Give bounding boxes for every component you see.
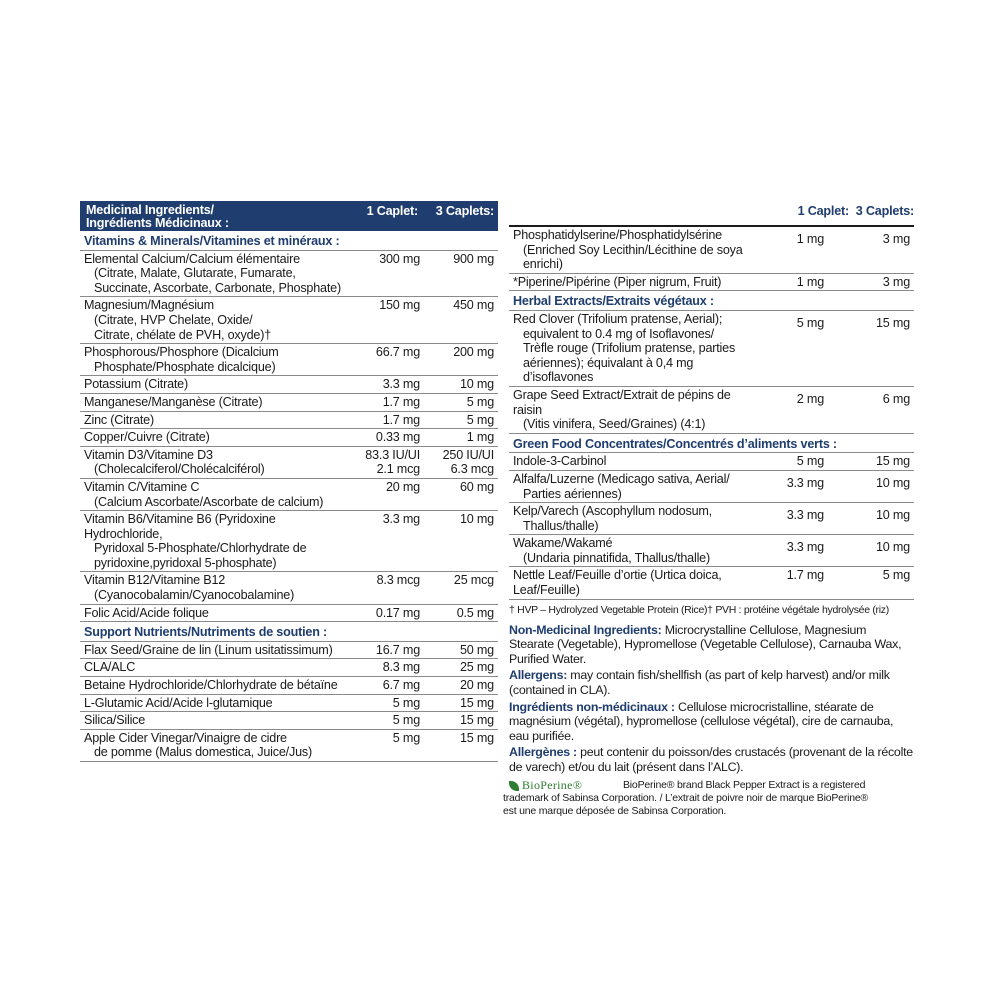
ingredient-line: Parties aériennes) — [523, 486, 622, 501]
amount-1-caplet — [744, 228, 824, 247]
amount-value: 1.7 mg — [382, 394, 420, 409]
right-table-body — [509, 227, 914, 600]
header-col-1-caplet: 1 Caplet: — [366, 204, 418, 218]
ingredient-name — [84, 696, 350, 711]
ingredient-name — [513, 228, 744, 272]
table-row — [80, 511, 498, 572]
ingredient-line: Silica/Silice — [84, 713, 146, 728]
ingredient-line: Manganese/Manganèse (Citrate) — [84, 394, 263, 409]
medicinal-ingredients-table-left — [80, 201, 498, 762]
amount-value: 8.3 mcg — [376, 573, 420, 588]
amount-value: 10 mg — [875, 508, 910, 523]
amount-value: 3.3 mg — [786, 508, 824, 523]
header-title-fr: Ingrédients Médicinaux : — [86, 216, 229, 230]
amount-1-caplet — [350, 395, 420, 410]
amount-value: 1 mg — [796, 274, 824, 289]
right-table-header — [509, 201, 914, 227]
non-medicinal-label: Non-Medicinal Ingredients: — [509, 622, 662, 637]
amount-3-caplets — [420, 713, 494, 728]
non-medicinal-ingredients — [509, 623, 914, 667]
amount-value: 5 mg — [392, 695, 420, 710]
allergens-fr-text: peut contenir du poisson/des crustacés (provenant de la récolte de varech) et/ou du lait (présent dans l’ALC). — [509, 745, 913, 774]
ingredient-line: Trèfle rouge (Trifolium pratense, parties — [523, 341, 736, 356]
amount-3-caplets — [420, 731, 494, 746]
amount-value: 15 mg — [875, 315, 910, 330]
amount-1-caplet — [350, 643, 420, 658]
ingredient-line: Kelp/Varech (Ascophyllum nodosum, — [513, 504, 712, 519]
amount-1-caplet — [350, 448, 420, 477]
table-row — [80, 429, 498, 447]
amount-value: 5 mg — [466, 394, 494, 409]
ingredient-line: Apple Cider Vinegar/Vinaigre de cidre — [84, 730, 287, 745]
table-row — [509, 503, 914, 535]
amount-3-caplets — [420, 395, 494, 410]
ingredient-name — [84, 480, 350, 509]
table-row — [80, 677, 498, 695]
ingredient-name — [513, 388, 744, 432]
ingredient-line: Alfalfa/Luzerne (Medicago sativa, Aerial/ — [513, 471, 730, 486]
header-col-3-caplets: 3 Caplets: — [435, 204, 494, 218]
amount-value-alt: 2.1 mcg — [376, 462, 420, 477]
amount-1-caplet — [350, 252, 420, 267]
ingredient-name — [84, 606, 350, 621]
amount-3-caplets — [420, 430, 494, 445]
ingredient-name — [84, 731, 350, 760]
amount-1-caplet — [350, 480, 420, 495]
table-row — [80, 479, 498, 511]
ingredient-line: Vitamin B6/Vitamine B6 (Pyridoxine Hydrochloride, — [84, 512, 276, 541]
amount-value: 10 mg — [459, 512, 494, 527]
amount-1-caplet — [350, 345, 420, 360]
ingredient-line: Zinc (Citrate) — [84, 412, 154, 427]
amount-3-caplets — [420, 573, 494, 588]
amount-1-caplet — [350, 573, 420, 588]
table-row — [80, 695, 498, 713]
amount-1-caplet — [350, 731, 420, 746]
allergens — [509, 668, 914, 697]
table-row — [80, 605, 498, 623]
ingredient-line: de pomme (Malus domestica, Juice/Jus) — [94, 745, 312, 760]
non-medicinal-text: Microcrystalline Cellulose, Magnesium Stearate (Vegetable), Hypromellose (Vegetable Cellulose), Carnauba Wax, Purified Water. — [509, 622, 902, 666]
amount-value: 200 mg — [453, 345, 494, 360]
section-heading: Support Nutrients/Nutriments de soutien : — [80, 622, 498, 642]
ingredient-line: Vitamin C/Vitamine C — [84, 479, 200, 494]
amount-value: 10 mg — [459, 377, 494, 392]
amount-value: 15 mg — [459, 730, 494, 745]
amount-1-caplet — [350, 430, 420, 445]
bioperine-note-line2: trademark of Sabinsa Corporation. / L’extrait de poivre noir de marque BioPerine® — [503, 791, 869, 804]
ingredient-name — [84, 713, 350, 728]
ingredient-name — [84, 345, 350, 374]
amount-value: 1 mg — [466, 430, 494, 445]
amount-3-caplets — [420, 298, 494, 313]
amount-1-caplet — [350, 678, 420, 693]
ingredient-name — [84, 678, 350, 693]
ingredient-name — [513, 312, 744, 385]
amount-value: 450 mg — [453, 298, 494, 313]
amount-value: 83.3 IU/UI — [365, 447, 420, 462]
amount-value: 50 mg — [459, 642, 494, 657]
hvp-footnote: † HVP – Hydrolyzed Vegetable Protein (Rice)† PVH : protéine végétale hydrolysée (riz) — [509, 603, 889, 616]
table-row — [509, 227, 914, 274]
amount-1-caplet — [350, 660, 420, 675]
ingredients-table-right — [503, 201, 914, 818]
amount-value: 5 mg — [392, 713, 420, 728]
table-row — [80, 251, 498, 298]
bioperine-trademark — [503, 777, 914, 818]
ingredient-line: Thallus/thalle) — [523, 518, 599, 533]
amount-1-caplet — [350, 413, 420, 428]
amount-value: 3.3 mg — [382, 377, 420, 392]
amount-value: 3.3 mg — [786, 475, 824, 490]
ingredient-name — [513, 275, 744, 290]
table-row — [509, 535, 914, 567]
ingredient-line: Wakame/Wakamé — [513, 536, 613, 551]
ingredient-line: L-Glutamic Acid/Acide l-glutamique — [84, 695, 273, 710]
ingredient-name — [84, 660, 350, 675]
ingredient-line: aériennes); équivalant à 0,4 mg d’isoflavones — [523, 355, 694, 385]
ingredient-line: Folic Acid/Acide folique — [84, 605, 209, 620]
table-row — [80, 394, 498, 412]
ingredient-name — [84, 448, 350, 477]
amount-3-caplets — [824, 568, 910, 583]
ingredient-line: Elemental Calcium/Calcium élémentaire — [84, 251, 300, 266]
amount-value: 0.17 mg — [375, 605, 420, 620]
amount-value-alt: 6.3 mcg — [450, 462, 494, 477]
ingredient-line: Copper/Cuivre (Citrate) — [84, 430, 210, 445]
ingredient-line: Pyridoxal 5-Phosphate/Chlorhydrate de — [94, 541, 307, 556]
table-row — [80, 297, 498, 344]
allergens-fr — [509, 745, 914, 774]
ingredient-name — [513, 472, 744, 501]
amount-1-caplet — [350, 512, 420, 527]
amount-3-caplets — [824, 388, 910, 407]
ingredient-name — [84, 512, 350, 570]
amount-3-caplets — [824, 275, 910, 290]
table-row — [80, 376, 498, 394]
ingredient-line: *Piperine/Pipérine (Piper nigrum, Fruit) — [513, 274, 722, 289]
ingredient-line: (Enriched Soy Lecithin/Lécithine de soya enrichi) — [523, 242, 743, 272]
amount-value: 8.3 mg — [382, 660, 420, 675]
amount-value: 20 mg — [459, 678, 494, 693]
table-row — [80, 730, 498, 762]
amount-value: 60 mg — [459, 479, 494, 494]
allergens-label: Allergens: — [509, 668, 568, 683]
section-heading: Vitamins & Minerals/Vitamines et minéraux : — [80, 231, 498, 251]
table-row — [509, 567, 914, 599]
ingredient-name — [84, 252, 350, 296]
leaf-icon — [509, 781, 519, 791]
ingredient-name — [84, 573, 350, 602]
amount-1-caplet — [350, 696, 420, 711]
ingredient-line: (Cholecalciferol/Cholécalciférol) — [94, 462, 265, 477]
non-medicinal-fr-text: Cellulose microcristalline, stéarate de magnésium (végétal), hypromellose (cellulose végétal), cire de carnauba, eau purifiée. — [509, 699, 894, 743]
amount-3-caplets — [420, 678, 494, 693]
amount-3-caplets — [420, 377, 494, 392]
amount-value: 6 mg — [882, 391, 910, 406]
amount-1-caplet — [744, 454, 824, 469]
amount-3-caplets — [420, 512, 494, 527]
table-row — [509, 471, 914, 503]
amount-3-caplets — [420, 252, 494, 267]
ingredient-line: CLA/ALC — [84, 660, 136, 675]
left-table-body — [80, 231, 498, 762]
ingredient-line: Betaine Hydrochloride/Chlorhydrate de bétaïne — [84, 678, 338, 693]
amount-3-caplets — [824, 472, 910, 491]
table-header — [80, 201, 498, 231]
ingredient-name — [84, 430, 350, 445]
header-col-1-caplet: 1 Caplet: — [797, 204, 849, 218]
amount-value: 1 mg — [796, 232, 824, 246]
allergens-text: may contain fish/shellfish (as part of kelp harvest) and/or milk (contained in CLA). — [509, 668, 890, 698]
ingredient-name — [84, 377, 350, 392]
amount-value: 5 mg — [796, 315, 824, 330]
amount-value: 25 mg — [459, 660, 494, 675]
amount-value: 5 mg — [796, 454, 824, 469]
amount-value: 20 mg — [385, 479, 420, 494]
table-row — [80, 712, 498, 730]
ingredient-line: (Citrate, HVP Chelate, Oxide/ — [94, 312, 253, 327]
header-col-3-caplets: 3 Caplets: — [855, 204, 914, 218]
amount-value: 2 mg — [796, 391, 824, 406]
ingredient-line: Citrate, chélate de PVH, oxyde)† — [94, 327, 272, 342]
ingredient-line: Flax Seed/Graine de lin (Linum usitatissimum) — [84, 642, 333, 657]
non-medicinal-fr-label: Ingrédients non-médicinaux : — [509, 699, 675, 714]
amount-value: 5 mg — [466, 412, 494, 427]
amount-value: 10 mg — [875, 475, 910, 490]
amount-value: 150 mg — [379, 298, 420, 313]
amount-1-caplet — [744, 312, 824, 331]
allergens-fr-label: Allergènes : — [509, 745, 577, 760]
table-row — [509, 387, 914, 434]
amount-1-caplet — [744, 504, 824, 523]
amount-value: 25 mcg — [453, 573, 494, 588]
ingredient-line: Nettle Leaf/Feuille d’ortie (Urtica doica, Leaf/Feuille) — [513, 568, 722, 598]
amount-value: 6.7 mg — [382, 678, 420, 693]
amount-value: 0.33 mg — [375, 430, 420, 445]
amount-3-caplets — [420, 413, 494, 428]
ingredient-line: (Undaria pinnatifida, Thallus/thalle) — [523, 550, 710, 565]
ingredient-line: (Cyanocobalamin/Cyanocobalamine) — [94, 588, 295, 603]
amount-value: 250 IU/UI — [442, 447, 494, 462]
ingredient-line: (Calcium Ascorbate/Ascorbate de calcium) — [94, 494, 324, 509]
amount-value: 16.7 mg — [375, 642, 420, 657]
ingredient-name — [513, 536, 744, 565]
ingredient-line: Phosphorous/Phosphore (Dicalcium — [84, 345, 279, 360]
table-row — [80, 344, 498, 376]
amount-value: 15 mg — [875, 454, 910, 469]
amount-1-caplet — [744, 472, 824, 491]
amount-1-caplet — [350, 377, 420, 392]
amount-1-caplet — [744, 388, 824, 407]
header-title-en: Medicinal Ingredients/ — [86, 203, 214, 217]
notes-section — [503, 603, 914, 818]
ingredient-line: Phosphate/Phosphate dicalcique) — [94, 359, 276, 374]
amount-value: 3.3 mg — [786, 540, 824, 555]
amount-3-caplets — [420, 643, 494, 658]
ingredient-name — [84, 413, 350, 428]
ingredient-line: pyridoxine,pyridoxal 5-phosphate) — [94, 555, 277, 570]
amount-3-caplets — [420, 448, 494, 477]
amount-1-caplet — [350, 298, 420, 313]
amount-1-caplet — [350, 713, 420, 728]
ingredient-name — [84, 298, 350, 342]
ingredient-line: equivalent to 0.4 mg of Isoflavones/ — [523, 326, 714, 341]
table-row — [509, 453, 914, 471]
table-row — [80, 642, 498, 660]
amount-1-caplet — [744, 536, 824, 555]
amount-3-caplets — [420, 345, 494, 360]
ingredient-name — [513, 504, 744, 533]
table-row — [509, 311, 914, 387]
amount-1-caplet — [744, 275, 824, 290]
section-heading: Herbal Extracts/Extraits végétaux : — [509, 291, 914, 311]
table-row — [80, 412, 498, 430]
bioperine-logo-text: BioPerine® — [522, 777, 583, 792]
amount-1-caplet — [350, 606, 420, 621]
amount-3-caplets — [824, 312, 910, 331]
amount-3-caplets — [824, 536, 910, 555]
ingredient-line: Grape Seed Extract/Extrait de pépins de raisin — [513, 387, 731, 417]
ingredient-line: Indole-3-Carbinol — [513, 454, 607, 469]
bioperine-note-line1: BioPerine® brand Black Pepper Extract is a registered — [623, 778, 866, 791]
section-heading: Green Food Concentrates/Concentrés d’aliments verts : — [509, 434, 914, 454]
ingredient-line: Red Clover (Trifolium pratense, Aerial); — [513, 311, 723, 326]
ingredient-name — [84, 395, 350, 410]
amount-3-caplets — [420, 606, 494, 621]
ingredient-name — [513, 454, 744, 469]
amount-value: 15 mg — [459, 713, 494, 728]
amount-value: 66.7 mg — [375, 345, 420, 360]
ingredient-name — [513, 568, 744, 597]
amount-value: 3.3 mg — [382, 512, 420, 527]
table-row — [80, 659, 498, 677]
ingredient-line: Succinate, Ascorbate, Carbonate, Phosphate) — [94, 280, 341, 295]
amount-value: 5 mg — [392, 730, 420, 745]
ingredient-line: Potassium (Citrate) — [84, 377, 188, 392]
ingredient-line: Vitamin D3/Vitamine D3 — [84, 447, 213, 462]
amount-3-caplets — [420, 696, 494, 711]
table-row — [80, 447, 498, 479]
ingredient-name — [84, 643, 350, 658]
ingredient-line: Vitamin B12/Vitamine B12 — [84, 573, 226, 588]
amount-value: 300 mg — [379, 251, 420, 266]
ingredient-line: Phosphatidylserine/Phosphatidylsérine — [513, 228, 722, 242]
ingredient-line: Magnesium/Magnésium — [84, 298, 214, 313]
amount-3-caplets — [824, 504, 910, 523]
amount-3-caplets — [824, 228, 910, 247]
table-row — [509, 274, 914, 292]
amount-3-caplets — [824, 454, 910, 469]
amount-1-caplet — [744, 568, 824, 583]
ingredient-line: (Citrate, Malate, Glutarate, Fumarate, — [94, 266, 296, 281]
amount-value: 15 mg — [459, 695, 494, 710]
amount-value: 1.7 mg — [786, 568, 824, 583]
table-row — [80, 572, 498, 604]
amount-value: 5 mg — [882, 568, 910, 583]
amount-value: 0.5 mg — [456, 605, 494, 620]
amount-value: 10 mg — [875, 540, 910, 555]
amount-value: 1.7 mg — [382, 412, 420, 427]
amount-3-caplets — [420, 660, 494, 675]
amount-value: 3 mg — [882, 232, 910, 246]
non-medicinal-ingredients-fr — [509, 700, 914, 744]
bioperine-note-line3: est une marque déposée de Sabinsa Corporation. — [503, 804, 727, 817]
amount-3-caplets — [420, 480, 494, 495]
amount-value: 3 mg — [882, 274, 910, 289]
amount-value: 900 mg — [453, 251, 494, 266]
ingredient-line: (Vitis vinifera, Seed/Graines) (4:1) — [523, 417, 706, 432]
